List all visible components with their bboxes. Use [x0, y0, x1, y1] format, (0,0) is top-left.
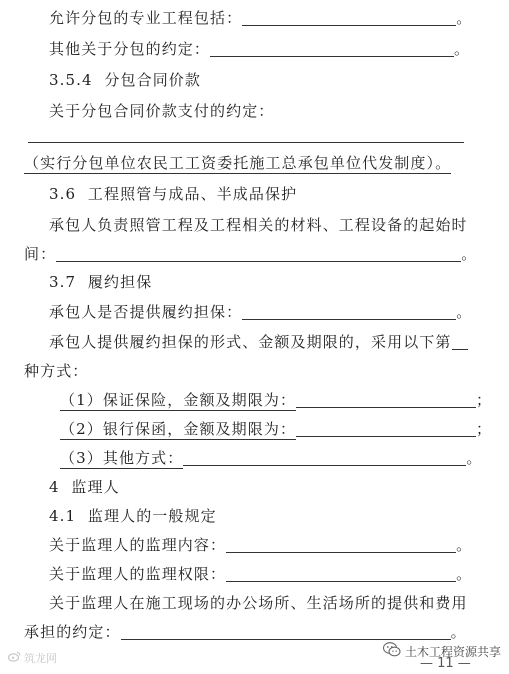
doc-line-10: [49, 302, 472, 322]
section-heading-3-7: [49, 272, 152, 292]
doc-text: 承包人提供履约担保的形式、金额及期限的，采用以下第: [49, 333, 452, 351]
doc-text: 3.7 履约担保: [49, 273, 153, 291]
doc-line-5: [24, 153, 451, 173]
section-heading-4: [49, 477, 120, 497]
doc-text: 3.6 工程照管与成品、半成品保护: [49, 185, 298, 203]
doc-text-underlined: （3）其他方式：: [60, 449, 184, 467]
doc-text: 关于监理人在施工现场的办公场所、生活场所的提供和费用: [49, 594, 468, 612]
end-punct: ；: [476, 420, 493, 438]
end-punct: 。: [466, 449, 483, 467]
end-punct: 。: [461, 245, 478, 263]
fill-blank[interactable]: [242, 304, 456, 320]
weibo-icon: [8, 651, 21, 665]
doc-text: 关于监理人的监理权限：: [49, 565, 227, 583]
fill-blank[interactable]: [183, 450, 466, 466]
option-3: [60, 448, 482, 468]
fill-blank[interactable]: [121, 624, 451, 640]
end-punct: 。: [456, 9, 473, 27]
option-2: [60, 419, 492, 439]
doc-text: 间：: [24, 245, 57, 263]
doc-line-11: [49, 332, 468, 352]
page-number: — 11 —: [420, 656, 471, 671]
option-1: [60, 390, 492, 410]
end-punct: 。: [454, 40, 471, 58]
doc-text: 4.1 监理人的一般规定: [49, 507, 217, 525]
doc-text: 关于监理人的监理内容：: [49, 536, 227, 554]
end-punct: 。: [456, 303, 473, 321]
watermark-left-text: 筑龙网: [24, 652, 57, 665]
fill-blank[interactable]: [296, 421, 476, 437]
doc-text: 承包人是否提供履约担保：: [49, 303, 243, 321]
doc-line-1: [49, 8, 472, 28]
doc-line-20: [49, 593, 468, 613]
doc-line-2: [49, 39, 470, 59]
doc-text-underlined: （实行分包单位农民工工资委托施工总承包单位代发制度）。: [24, 154, 452, 172]
wechat-icon: [383, 642, 401, 660]
watermark-right-text: 土木工程资源共享: [404, 644, 501, 659]
doc-line-7: [49, 215, 468, 235]
section-heading-4-1: [49, 506, 217, 526]
doc-line-8: [24, 244, 477, 264]
doc-text: 关于分包合同价款支付的约定：: [49, 102, 275, 120]
doc-text: 允许分包的专业工程包括：: [49, 9, 243, 27]
doc-line-19: [49, 564, 472, 584]
fill-blank[interactable]: [226, 537, 456, 553]
doc-text: 承担的约定：: [24, 623, 121, 641]
doc-text: 种方式：: [24, 362, 89, 380]
doc-text-underlined: （2）银行保函，金额及期限为：: [60, 420, 297, 438]
doc-text-underlined: （1）保证保险，金额及期限为：: [60, 391, 297, 409]
end-punct: 。: [450, 623, 467, 641]
section-heading-3-6: [49, 184, 297, 204]
section-heading-3-5-4: [49, 70, 201, 90]
doc-text: 承包人负责照管工程及工程相关的材料、工程设备的起始时: [49, 216, 468, 234]
fill-blank[interactable]: [452, 334, 468, 350]
fill-blank[interactable]: [210, 41, 454, 57]
fill-blank-line[interactable]: [28, 142, 464, 143]
fill-blank[interactable]: [242, 10, 456, 26]
watermark-right: [383, 642, 501, 660]
doc-text: 其他关于分包的约定：: [49, 40, 211, 58]
watermark-left: [8, 650, 57, 666]
end-punct: ；: [476, 391, 493, 409]
end-punct: 。: [456, 565, 473, 583]
fill-blank[interactable]: [56, 246, 461, 262]
doc-line-18: [49, 535, 472, 555]
doc-text: 4 监理人: [49, 478, 120, 496]
doc-line-4: [49, 101, 274, 121]
fill-blank[interactable]: [296, 392, 476, 408]
end-punct: 。: [456, 536, 473, 554]
doc-line-21: [24, 622, 467, 642]
doc-text: 3.5.4 分包合同价款: [49, 71, 202, 89]
fill-blank[interactable]: [226, 566, 456, 582]
doc-line-12: [24, 361, 88, 381]
